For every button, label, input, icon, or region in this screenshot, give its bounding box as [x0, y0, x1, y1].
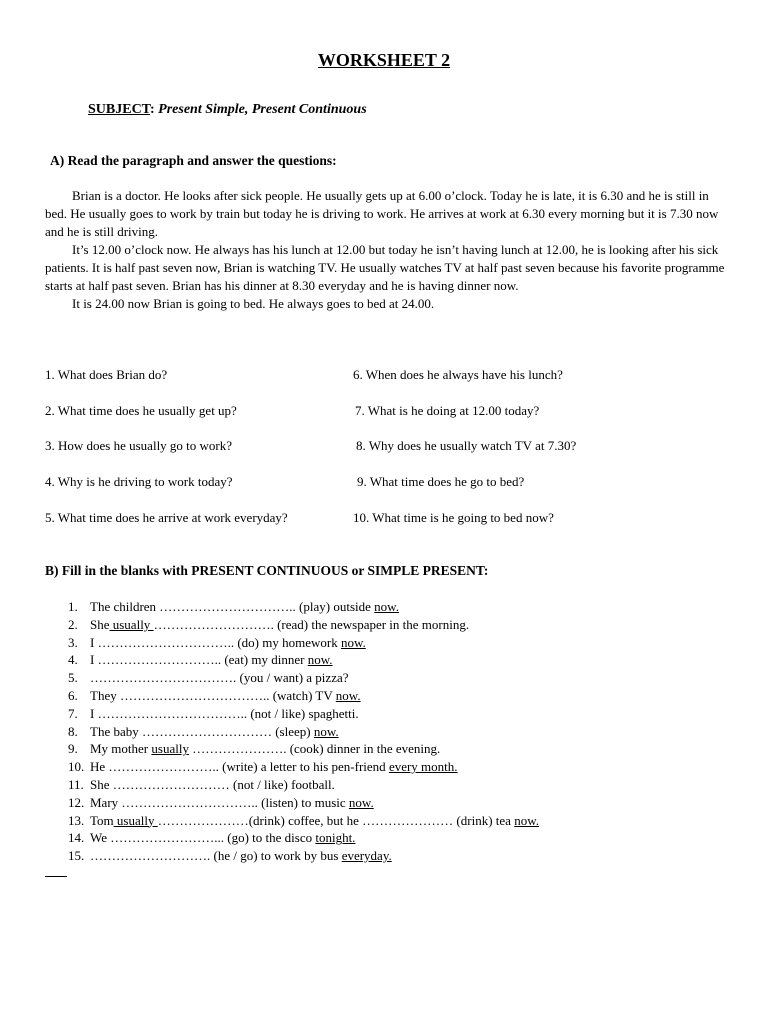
exercise-number: 12.	[68, 794, 85, 810]
exercise-text: Tom	[90, 812, 114, 828]
paragraph-3: It is 24.00 now Brian is going to bed. He always goes to bed at 24.00.	[72, 296, 435, 311]
exercise-underlined-text: now.	[307, 652, 333, 668]
exercise-text: Mary ………………………….. (listen) to music	[90, 794, 349, 810]
exercise-text: The children ………………………….. (play) outside	[90, 599, 375, 614]
exercise-text: ………………………. (read) the newspaper in the morning.	[153, 616, 470, 632]
exercise-underlined-text: now.	[340, 634, 366, 650]
exercise-number: 13.	[68, 812, 85, 828]
exercise-text: I ………………………….. (do) my homework	[90, 634, 341, 650]
paragraph-2: It’s 12.00 o’clock now. He always has his lunch at 12.00 but today he isn’t having lunch at 12.00, he is looking after his sick patients. It is half past seven now, Brian is watching TV. He usually watches TV at half past seven because his favorite programme starts at half past seven. Brian has his dinner at 8.30 everyday and he is having dinner now.	[45, 242, 725, 293]
question-4: 4. Why is he driving to work today?	[45, 474, 233, 489]
exercise-item	[68, 740, 708, 758]
exercise-item	[68, 687, 708, 705]
question-5: 5. What time does he arrive at work everyday?	[45, 510, 288, 525]
end-rule	[45, 876, 67, 877]
exercise-number: 14.	[68, 830, 85, 846]
exercise-underlined-text: now.	[514, 812, 539, 828]
exercise-item	[68, 794, 708, 812]
exercise-underlined-text: now.	[313, 723, 339, 739]
exercise-text: ……………………………. (you / want) a pizza?	[90, 670, 349, 686]
exercise-item	[68, 705, 708, 723]
exercise-number: 4.	[68, 652, 78, 668]
exercise-item	[68, 847, 708, 865]
exercise-number: 10.	[68, 759, 85, 775]
exercise-text: I ……………………….. (eat) my dinner	[90, 652, 308, 668]
exercise-underlined-text: usually	[113, 812, 158, 828]
subject-line: SUBJECT: Present Simple, Present Continuous	[88, 102, 367, 117]
exercise-underlined-text: now.	[348, 794, 374, 810]
exercise-item	[68, 812, 708, 830]
question-9: 9. What time does he go to bed?	[357, 474, 525, 489]
exercise-text: …………………(drink) coffee, but he ………………… (drink) tea	[157, 812, 515, 828]
section-a-heading: A) Read the paragraph and answer the questions:	[50, 153, 337, 168]
exercise-item	[68, 634, 708, 652]
exercise-number: 2.	[68, 616, 78, 632]
exercise-item	[68, 651, 708, 669]
exercise-text: She	[90, 616, 110, 632]
exercise-text: He …………………….. (write) a letter to his pen-friend	[90, 759, 389, 775]
exercise-underlined-text: now.	[335, 687, 361, 703]
exercise-number: 9.	[68, 741, 78, 757]
exercise-number: 15.	[68, 848, 85, 864]
exercise-text: ………………………. (he / go) to work by bus	[90, 848, 342, 864]
question-6: 6. When does he always have his lunch?	[353, 367, 563, 382]
exercise-number: 5.	[68, 670, 78, 686]
exercise-text: They …………………………….. (watch) TV	[90, 687, 336, 703]
question-7: 7. What is he doing at 12.00 today?	[355, 403, 540, 418]
exercise-text: …………………. (cook) dinner in the evening.	[188, 741, 441, 757]
section-b-heading: B) Fill in the blanks with PRESENT CONTINUOUS or SIMPLE PRESENT:	[45, 563, 489, 578]
exercise-text: We ……………………... (go) to the disco	[90, 830, 316, 846]
exercise-item	[68, 758, 708, 776]
exercise-item	[68, 829, 708, 847]
paragraph-1: Brian is a doctor. He looks after sick people. He usually gets up at 6.00 o’clock. Today he is late, it is 6.30 and he is still in bed. He usually goes to work by train but today he is driving to work. He arrives at work at 6.30 every morning but it is 7.30 now and he is still driving.	[45, 188, 719, 239]
exercise-text: My mother	[90, 741, 152, 757]
exercise-text: She ……………………… (not / like) football.	[90, 776, 335, 792]
exercise-item	[68, 776, 708, 794]
exercise-underlined-text: everyday.	[341, 848, 392, 864]
exercise-number: 7.	[68, 705, 78, 721]
exercise-item	[68, 616, 708, 634]
exercise-text: The baby ………………………… (sleep)	[90, 723, 314, 739]
exercise-item	[68, 723, 708, 741]
reading-paragraph	[45, 187, 725, 313]
exercise-number: 11.	[68, 776, 84, 792]
subject-label: SUBJECT	[88, 102, 150, 117]
exercise-item	[68, 669, 708, 687]
exercise-number: 3.	[68, 634, 78, 650]
exercise-underlined-text: usually	[151, 741, 189, 757]
exercise-underlined-text: every month.	[388, 759, 458, 775]
exercise-text: I …………………………….. (not / like) spaghetti.	[90, 705, 359, 721]
exercise-underlined-text: usually	[109, 616, 154, 632]
exercise-number: 6.	[68, 687, 78, 703]
question-1: 1. What does Brian do?	[45, 367, 168, 382]
fill-in-list	[68, 598, 708, 865]
question-3: 3. How does he usually go to work?	[45, 438, 233, 453]
question-10: 10. What time is he going to bed now?	[353, 510, 554, 525]
exercise-number: 8.	[68, 723, 78, 739]
question-2: 2. What time does he usually get up?	[45, 403, 237, 418]
subject-value: Present Simple, Present Continuous	[158, 102, 367, 117]
exercise-underlined-text: tonight.	[315, 830, 356, 846]
question-8: 8. Why does he usually watch TV at 7.30?	[356, 438, 577, 453]
exercise-item	[68, 598, 708, 616]
exercise-number: 1.	[68, 599, 78, 614]
exercise-underlined-text: now.	[374, 599, 399, 614]
page-title: WORKSHEET 2	[317, 50, 451, 70]
